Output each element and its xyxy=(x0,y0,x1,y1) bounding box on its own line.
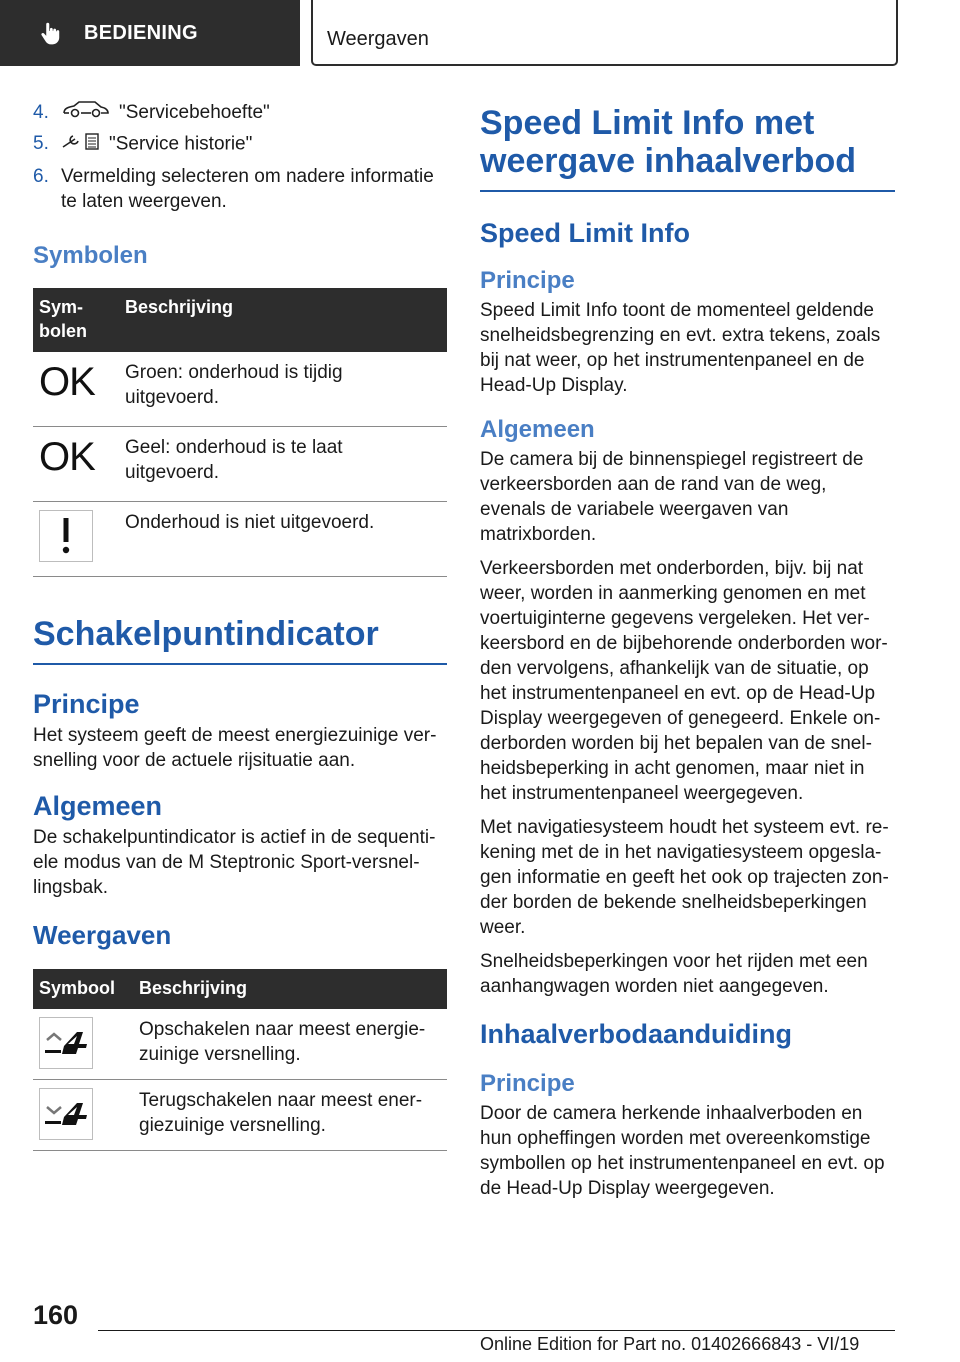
shift-down-4-icon xyxy=(39,1088,93,1140)
weergaven-table xyxy=(33,969,447,1151)
table-row xyxy=(33,1080,447,1151)
step-text: Vermelding selecteren om nadere informatie te laten weergeven. xyxy=(61,166,434,213)
table-row xyxy=(33,1009,447,1080)
chapter-label: BEDIENING xyxy=(84,21,198,44)
footer-divider xyxy=(98,1330,895,1331)
shift-up-4-icon xyxy=(39,1017,93,1069)
ok-yellow-icon: OK xyxy=(39,435,95,480)
column-header: Sym-bolen xyxy=(33,288,119,352)
algemeen-paragraph: Snelheidsbeperkingen voor het rijden met een aanhangwagen worden niet aangegeven. xyxy=(480,951,868,997)
row-desc: Geel: onderhoud is te laat uitgevoerd. xyxy=(119,427,447,502)
symbolen-table xyxy=(33,288,447,577)
schakel-heading: Schakelpuntindicator xyxy=(33,615,447,665)
section-header xyxy=(311,0,898,66)
principe-text: Het systeem geeft de meest energiezuinige versnelling voor de actuele rijsituatie aan. xyxy=(33,725,437,772)
row-desc: Groen: onderhoud is tijdig uitgevoerd. xyxy=(119,352,447,427)
warning-icon xyxy=(39,510,93,562)
row-desc: Terugschakelen naar meest energiezuinige versnelling. xyxy=(133,1080,447,1151)
algemeen-paragraph: Verkeersborden met onderborden, bijv. bij nat weer, worden in aanmerking genomen en met voertuiginterne gegevens vergeleken. Het verkeersbord en de bijbehorende onderborden worden vervolgens, afhankelijk van de situatie, op het instrumentenpaneel en evt. op de Head-Up Display weergegeven of genegeerd. Enkele onderborden worden bij het bepalen van de snelheidsbeperking in acht genomen, maar niet in het instrumentenpaneel weergegeven. xyxy=(480,558,888,804)
list-item xyxy=(33,131,447,158)
edition-text: Online Edition for Part no. 01402666843 - VI/19 xyxy=(480,1334,860,1354)
service-history-icon xyxy=(61,131,101,158)
step-text: "Servicebehoefte" xyxy=(119,102,270,123)
algemeen-paragraph: De camera bij de binnenspiegel registreert de verkeersborden aan de rand van de weg, evenals de variabele weergaven van matrixborden. xyxy=(480,449,864,545)
step-text: "Service historie" xyxy=(109,134,253,155)
ok-green-icon: OK xyxy=(39,360,95,405)
page-number: 160 xyxy=(33,1300,79,1330)
row-desc: Opschakelen naar meest energiezuinige versnelling. xyxy=(133,1009,447,1080)
section-label: Weergaven xyxy=(327,28,429,50)
column-header: Beschrijving xyxy=(119,288,447,352)
chapter-tab xyxy=(0,0,300,66)
row-desc: Onderhoud is niet uitgevoerd. xyxy=(119,502,447,577)
list-item xyxy=(33,164,447,214)
step-number: 4. xyxy=(33,102,49,123)
hand-pointer-icon xyxy=(38,20,64,46)
symbolen-heading: Symbolen xyxy=(33,242,148,270)
weergaven-heading: Weergaven xyxy=(33,920,172,951)
speed-limit-title: Speed Limit Info met weergave inhaalverbod xyxy=(480,104,895,192)
sli-heading: Speed Limit Info xyxy=(480,218,691,248)
principe-heading: Principe xyxy=(33,689,140,720)
algemeen-text: De schakelpuntindicator is actief in de sequentiele modus van de M Steptronic Sport-versnellingsbak. xyxy=(33,827,436,899)
inhaal-principe-text: Door de camera herkende inhaalverboden en hun opheffingen worden met overeenkomstige symbollen op het instrumentenpaneel en evt. op de Head-Up Display weergegeven. xyxy=(480,1103,885,1199)
car-service-icon xyxy=(61,100,111,125)
table-row xyxy=(33,502,447,577)
algemeen-heading: Algemeen xyxy=(480,416,595,443)
step-number: 5. xyxy=(33,133,49,155)
inhaal-heading: Inhaalverbodaanduiding xyxy=(480,1019,793,1049)
right-column xyxy=(480,100,895,1210)
step-number: 6. xyxy=(33,166,49,188)
principe-text: Speed Limit Info toont de momenteel geldende snelheidsbegrenzing en evt. extra tekens, zoals bij nat weer, op het instrumentenpaneel en de Head-Up Display. xyxy=(480,300,881,396)
principe-heading: Principe xyxy=(480,267,575,294)
list-item xyxy=(33,100,447,125)
table-row xyxy=(33,427,447,502)
algemeen-paragraph: Met navigatiesysteem houdt het systeem evt. rekening met de in het navigatiesysteem opgeslagen informatie en geeft het ook op trajecten zonder borden de bekende snelheidsbeperkingen weer. xyxy=(480,817,889,938)
column-header: Symbool xyxy=(33,969,133,1009)
algemeen-heading: Algemeen xyxy=(33,791,163,822)
left-column xyxy=(33,100,447,1151)
column-header: Beschrijving xyxy=(133,969,447,1009)
table-row xyxy=(33,352,447,427)
step-list xyxy=(33,100,447,214)
inhaal-principe-heading: Principe xyxy=(480,1070,575,1097)
